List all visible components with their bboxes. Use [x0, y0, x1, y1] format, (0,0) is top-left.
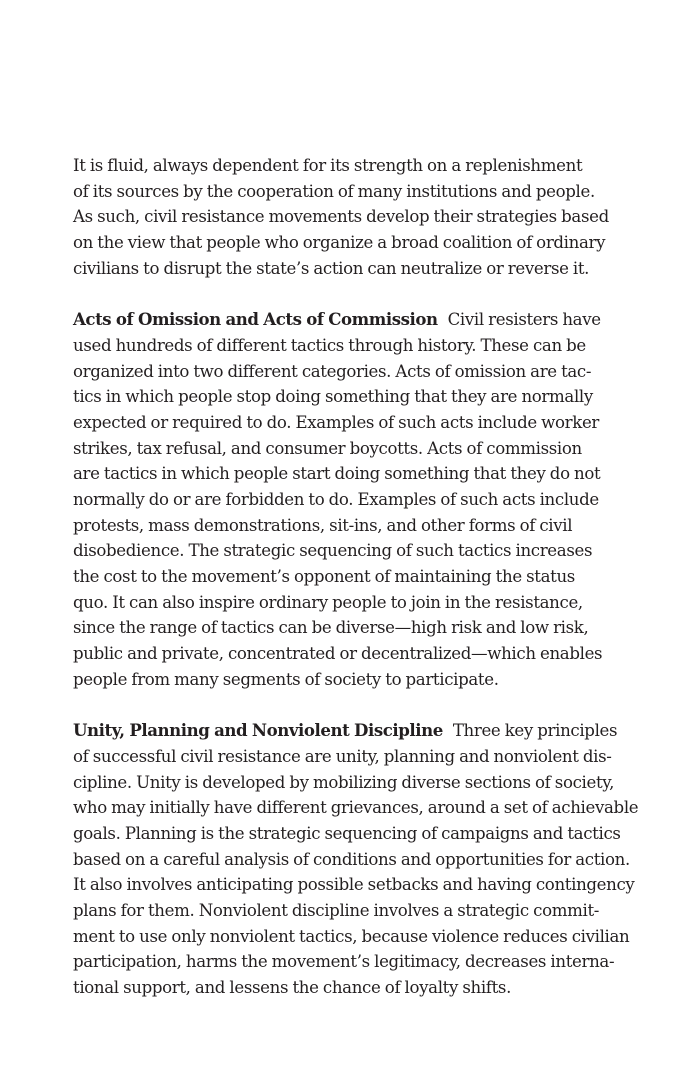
body-line: cipline. Unity is developed by mobilizing diverse sections of society,: [73, 772, 615, 792]
body-line: tics in which people stop doing something that they are normally: [73, 387, 593, 407]
body-line: based on a careful analysis of conditions and opportunities for action.: [73, 849, 630, 869]
body-text: Three key principles: [452, 721, 618, 741]
body-line: the cost to the movement’s opponent of maintaining the status: [73, 567, 575, 586]
paragraph-gap: [73, 281, 633, 307]
body-line: on the view that people who organize a broad coalition of ordinary: [73, 233, 606, 253]
body-line: civilians to disrupt the state’s action can neutralize or reverse it.: [73, 258, 590, 278]
section-acts-of-omission-and-commission: [73, 307, 633, 692]
section-first-line: [73, 718, 633, 744]
body-line: of successful civil resistance are unity, planning and nonviolent dis-: [73, 746, 612, 766]
page-content: [73, 153, 639, 1001]
paragraph-gap: [73, 692, 633, 718]
body-line: are tactics in which people start doing something that they do not: [73, 464, 601, 484]
body-line: of its sources by the cooperation of many institutions and people.: [73, 181, 595, 201]
body-line: goals. Planning is the strategic sequencing of campaigns and tactics: [73, 823, 621, 843]
body-line: As such, civil resistance movements develop their strategies based: [73, 207, 609, 227]
paragraph-fluid-power: [73, 153, 633, 281]
body-line: quo. It can also inspire ordinary people to join in the resistance,: [73, 592, 583, 612]
body-line: strikes, tax refusal, and consumer boycotts. Acts of commission: [73, 438, 582, 458]
body-line: tional support, and lessens the chance of loyalty shifts.: [73, 978, 512, 997]
body-line: public and private, concentrated or decentralized—which enables: [73, 644, 603, 664]
body-line: people from many segments of society to participate.: [73, 669, 499, 689]
body-line: disobedience. The strategic sequencing of such tactics increases: [73, 541, 593, 561]
body-line: It is fluid, always dependent for its strength on a replenishment: [73, 156, 583, 175]
body-text: Civil resisters have: [447, 310, 601, 330]
body-line: who may initially have different grievances, around a set of achievable: [73, 798, 639, 818]
section-heading: Unity, Planning and Nonviolent Discipline: [73, 720, 443, 741]
body-line: since the range of tactics can be diverse—high risk and low risk,: [73, 618, 589, 638]
section-heading: Acts of Omission and Acts of Commission: [73, 309, 438, 330]
body-line: protests, mass demonstrations, sit-ins, and other forms of civil: [73, 515, 573, 535]
body-line: participation, harms the movement’s legitimacy, decreases interna-: [73, 952, 615, 972]
section-unity-planning-discipline: [73, 718, 639, 1001]
body-line: ment to use only nonviolent tactics, because violence reduces civilian: [73, 926, 630, 946]
section-first-line: [73, 307, 633, 333]
body-line: expected or required to do. Examples of such acts include worker: [73, 412, 600, 432]
body-line: It also involves anticipating possible setbacks and having contingency: [73, 875, 635, 895]
body-line: organized into two different categories. Acts of omission are tac-: [73, 361, 592, 381]
body-line: plans for them. Nonviolent discipline involves a strategic commit-: [73, 900, 600, 920]
body-line: used hundreds of different tactics through history. These can be: [73, 335, 586, 355]
body-line: normally do or are forbidden to do. Examples of such acts include: [73, 489, 599, 509]
